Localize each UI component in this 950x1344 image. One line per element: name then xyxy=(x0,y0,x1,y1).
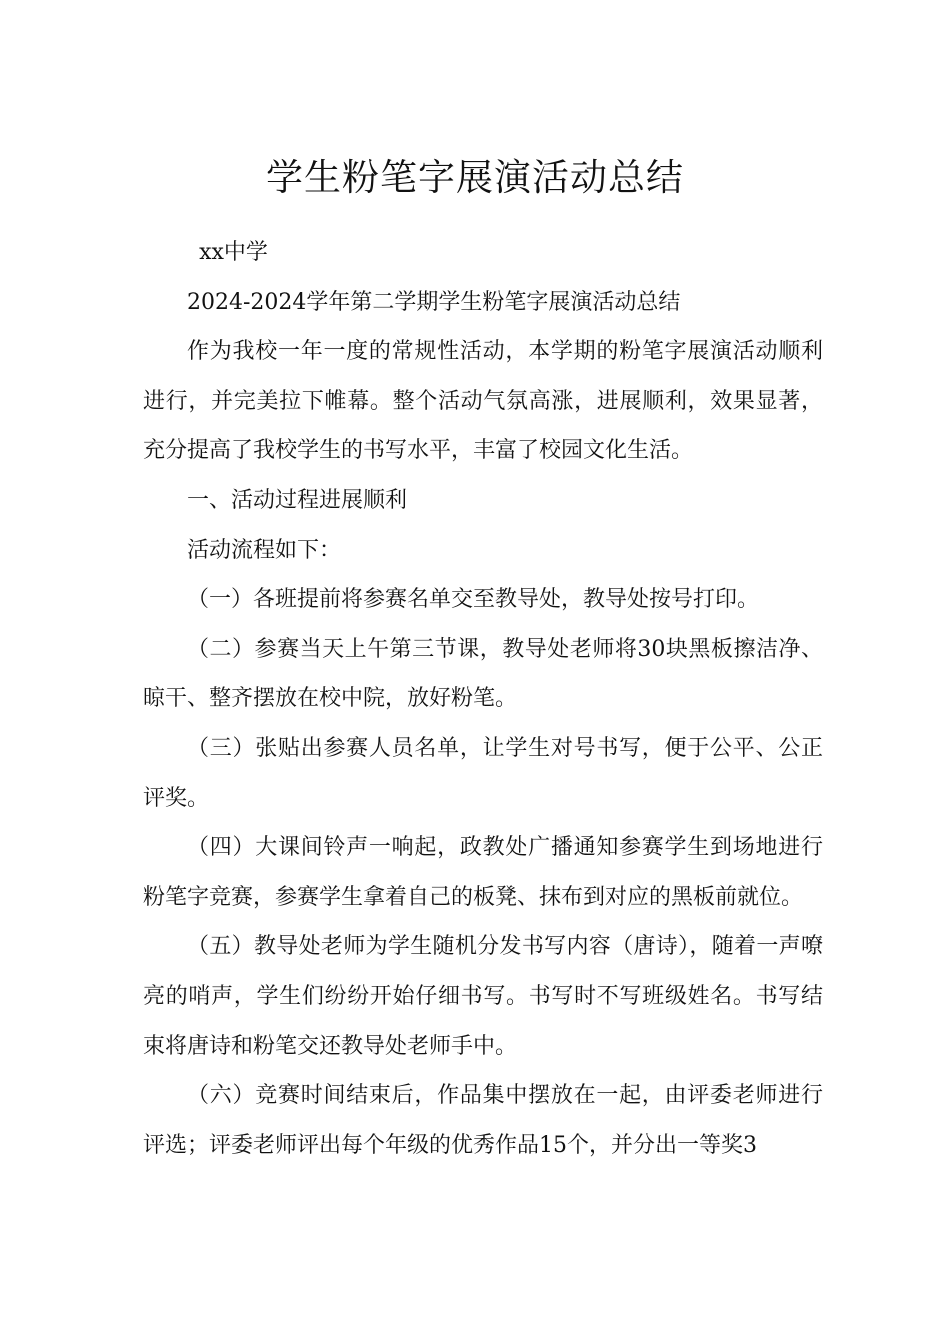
document-body xyxy=(143,228,823,1170)
school-name: xx中学 xyxy=(199,240,268,265)
process-step-1: （一）各班提前将参赛名单交至教导处，教导处按号打印。 xyxy=(187,587,760,613)
report-subtitle: 2024-2024学年第二学期学生粉笔字展演活动总结 xyxy=(187,289,681,315)
process-step-4: （四）大课间铃声一响起，政教处广播通知参赛学生到场地进行粉笔字竞赛，参赛学生拿着自己的板凳、抹布到对应的黑板前就位。 xyxy=(143,835,823,910)
process-step-6: （六）竞赛时间结束后，作品集中摆放在一起，由评委老师进行评选；评委老师评出每个年级的优秀作品15个，并分出一等奖3 xyxy=(143,1083,823,1158)
intro-paragraph: 作为我校一年一度的常规性活动，本学期的粉笔字展演活动顺利进行，并完美拉下帷幕。整个活动气氛高涨，进展顺利，效果显著，充分提高了我校学生的书写水平，丰富了校园文化生活。 xyxy=(143,339,823,464)
process-intro: 活动流程如下： xyxy=(187,537,342,563)
process-step-5: （五）教导处老师为学生随机分发书写内容（唐诗），随着一声嘹亮的哨声，学生们纷纷开始仔细书写。书写时不写班级姓名。书写结束将唐诗和粉笔交还教导处老师手中。 xyxy=(143,934,823,1059)
process-step-3: （三）张贴出参赛人员名单，让学生对号书写，便于公平、公正评奖。 xyxy=(143,735,823,811)
process-step-2: （二）参赛当天上午第三节课，教导处老师将30块黑板擦洁净、晾干、整齐摆放在校中院，放好粉笔。 xyxy=(143,636,823,712)
section-heading: 一、活动过程进展顺利 xyxy=(187,487,408,513)
document-title: 学生粉笔字展演活动总结 xyxy=(266,155,684,199)
